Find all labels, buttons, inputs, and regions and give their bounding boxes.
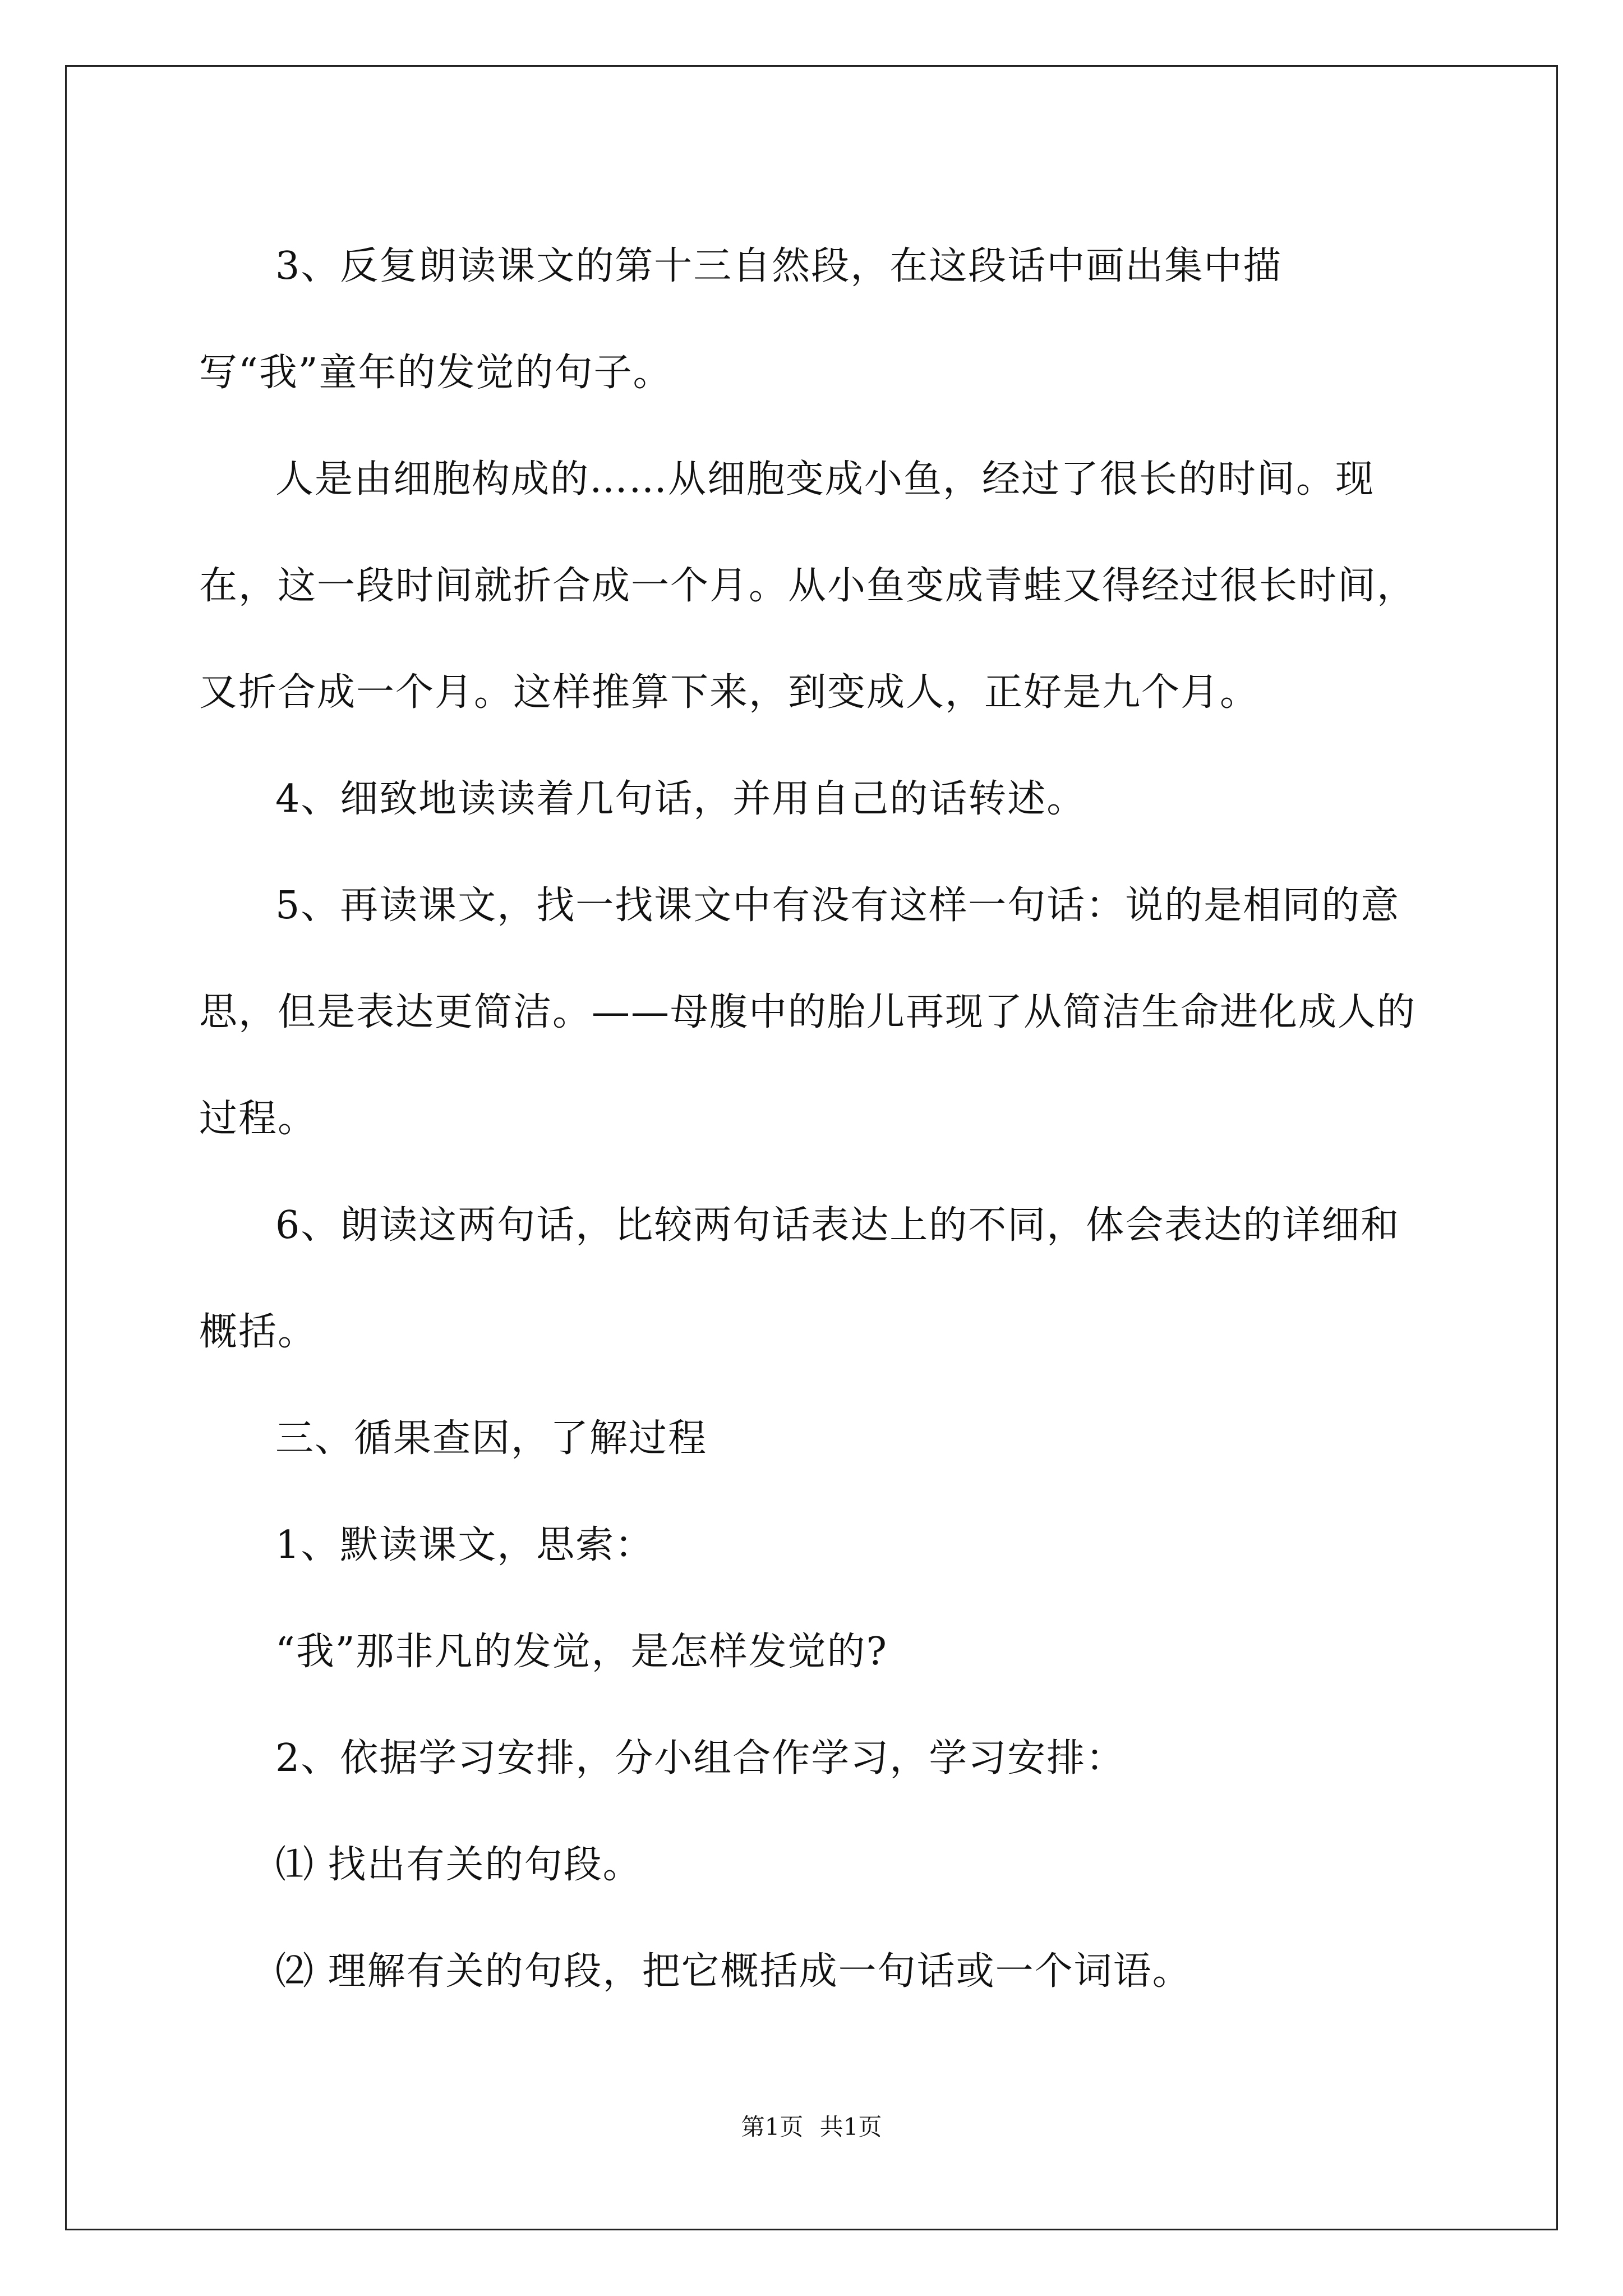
list-item-1: ⑴ 找出有关的句段。: [275, 1843, 642, 1887]
paragraph-7: 1、默读课文，思索：: [275, 1523, 654, 1567]
paragraph-2: 人是由细胞构成的……从细胞变成小鱼，经过了很长的时间。现在，这一段时间就折合成一个月。从小鱼变成青蛙又得经过很长时间，又折合成一个月。这样推算下来，到变成人，正好是九个月。: [199, 457, 1417, 715]
page-total: 共1页: [819, 2113, 882, 2141]
paragraph-8: “我”那非凡的发觉，是怎样发觉的?: [275, 1630, 888, 1674]
list-item-2: ⑵ 理解有关的句段，把它概括成一句话或一个词语。: [275, 1949, 1192, 1994]
paragraph-5: 6、朗读这两句话，比较两句话表达上的不同，体会表达的详细和概括。: [199, 1203, 1400, 1354]
page-number: 第1页: [741, 2113, 804, 2141]
section-heading: 三、循果查因，了解过程: [275, 1416, 708, 1461]
paragraph-4: 5、再读课文，找一找课文中有没有这样一句话：说的是相同的意思，但是表达更简洁。——母腹中的胎儿再现了从简洁生命进化成人的过程。: [199, 884, 1417, 1141]
document-body: [199, 213, 1433, 2025]
page-footer: [0, 2110, 1623, 2144]
paragraph-3: 4、细致地读读着几句话，并用自己的话转述。: [275, 777, 1086, 821]
paragraph-9: 2、依据学习安排，分小组合作学习，学习安排：: [275, 1736, 1126, 1780]
paragraph-1: 3、反复朗读课文的第十三自然段，在这段话中画出集中描写“我”童年的发觉的句子。: [199, 244, 1283, 395]
